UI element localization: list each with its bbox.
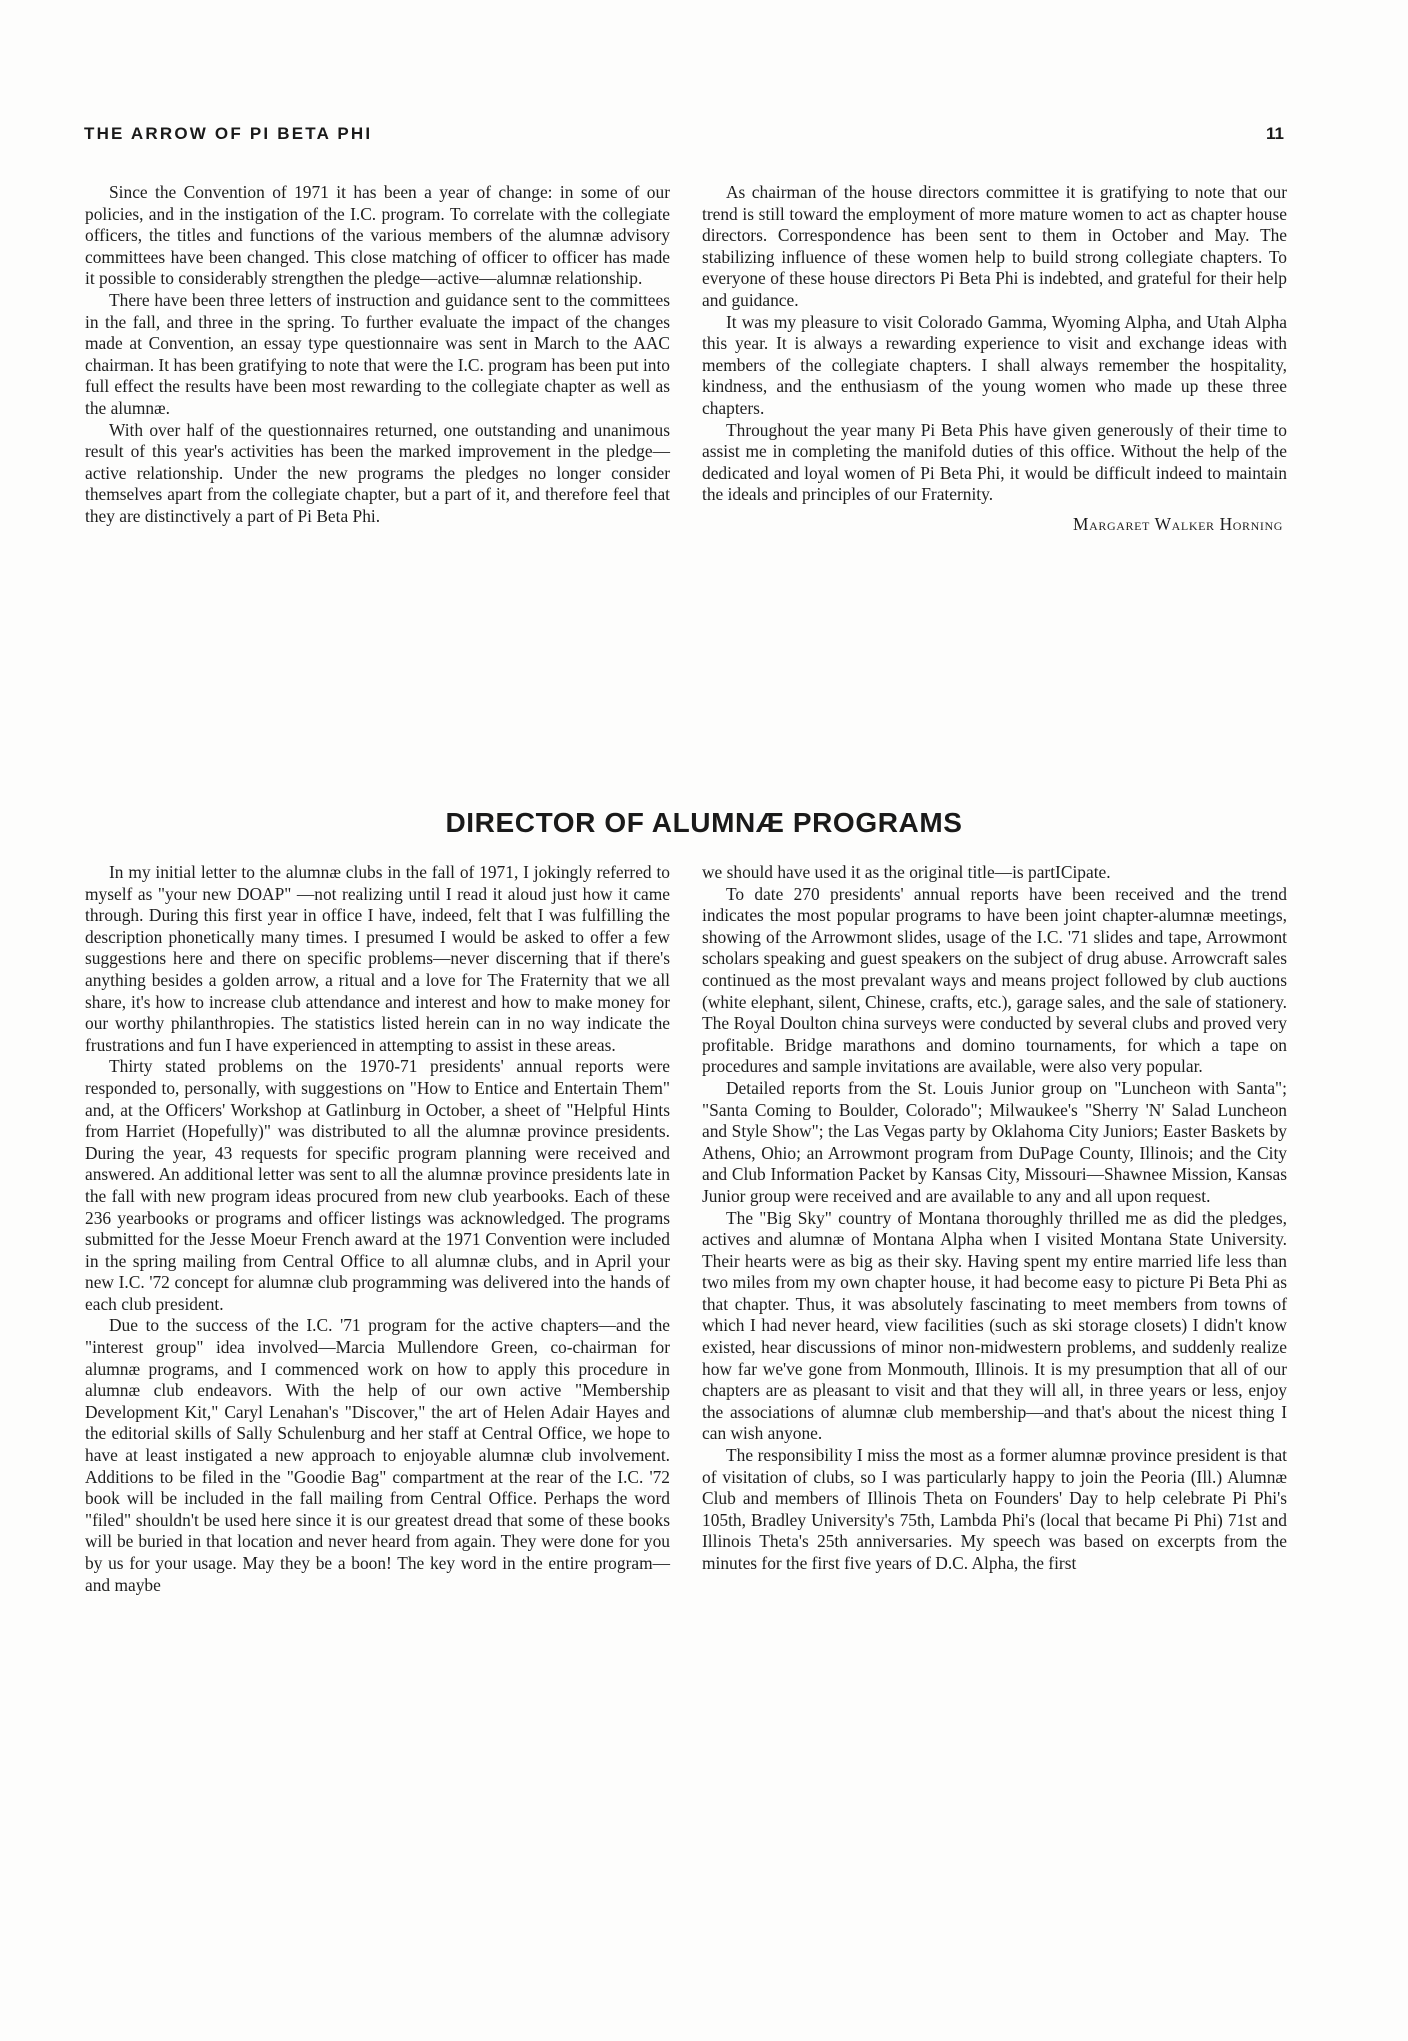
paragraph: To date 270 presidents' annual reports have been received and the trend indicates the most popular programs to have been joint chapter-alumnæ meetings, showing of the Arrowmont slides, usage of the I.C. '71 slides and tape, Arrowmont scholars speaking and guest speakers on the subject of drug abuse. Arrowcraft sales continued as the most prevalant ways and means project followed by club auctions (white elephant, silent, Chinese, crafts, etc.), garage sales, and the sale of stationery. The Royal Doulton china surveys were conducted by several clubs and proved very profitable. Bridge marathons and domino tournaments, for which a tape on procedures and sample invitations are available, were also very popular. xyxy=(702,883,1287,1077)
bottom-left-column xyxy=(85,862,670,1596)
bottom-right-column xyxy=(702,862,1287,1575)
paragraph: With over half of the questionnaires returned, one outstanding and unanimous result of this year's activities has been the marked improvement in the pledge—active relationship. Under the new programs the pledges no longer consider themselves apart from the collegiate chapter, but a part of it, and therefore feel that they are distinctively a part of Pi Beta Phi. xyxy=(85,419,670,526)
paragraph: It was my pleasure to visit Colorado Gamma, Wyoming Alpha, and Utah Alpha this year. It is always a rewarding experience to visit and exchange ideas with members of the collegiate chapters. I shall always remember the hospitality, kindness, and the enthusiasm of the young women who made up these three chapters. xyxy=(702,311,1287,418)
paragraph: Throughout the year many Pi Beta Phis have given generously of their time to assist me in completing the manifold duties of this office. Without the help of the dedicated and loyal women of Pi Beta Phi, it would be difficult indeed to maintain the ideals and principles of our Fraternity. xyxy=(702,419,1287,505)
top-right-column xyxy=(702,182,1287,536)
running-head: THE ARROW OF PI BETA PHI xyxy=(84,124,373,143)
paragraph: As chairman of the house directors committee it is gratifying to note that our trend is still toward the employment of more mature women to act as chapter house directors. Correspondence has been sent to them in October and May. The stabilizing influence of these women help to build strong collegiate chapters. To everyone of these house directors Pi Beta Phi is indebted, and grateful for their help and guidance. xyxy=(702,182,1287,310)
paragraph-continuation: we should have used it as the original title—is partICipate. xyxy=(702,862,1111,882)
author-signature: Margaret Walker Horning xyxy=(1073,513,1283,534)
paragraph: Due to the success of the I.C. '71 program for the active chapters—and the "interest group" idea involved—Marcia Mullendore Green, co-chairman for alumnæ programs, and I commenced work on how to apply this procedure in alumnæ club endeavors. With the help of our own active "Membership Development Kit," Caryl Lenahan's "Discover," the art of Helen Adair Hayes and the editorial skills of Sally Schulenburg and her staff at Central Office, we hope to have at least instigated a new approach to enjoyable alumnæ club involvement. Additions to be filed in the "Goodie Bag" compartment at the rear of the I.C. '72 book will be included in the fall mailing from Central Office. Perhaps the word "filed" shouldn't be used here since it is our greatest dread that some of these books will be buried in that location and never heard from again. They were done for you by us for your usage. May they be a boon! The key word in the entire program—and maybe xyxy=(85,1315,670,1595)
paragraph: The responsibility I miss the most as a former alumnæ province president is that of visitation of clubs, so I was particularly happy to join the Peoria (Ill.) Alumnæ Club and members of Illinois Theta on Founders' Day to help celebrate Pi Phi's 105th, Bradley University's 75th, Lambda Phi's (local that became Pi Phi) 71st and Illinois Theta's 25th anniversaries. My speech was based on excerpts from the minutes for the first five years of D.C. Alpha, the first xyxy=(702,1445,1287,1573)
paragraph: Thirty stated problems on the 1970-71 presidents' annual reports were responded to, personally, with suggestions on "How to Entice and Entertain Them" and, at the Officers' Workshop at Gatlinburg in October, a sheet of "Helpful Hints from Harriet (Hopefully)" was distributed to all the alumnæ province presidents. During the year, 43 requests for specific program planning were received and answered. An additional letter was sent to all the alumnæ province presidents late in the fall with new program ideas procured from new club yearbooks. Each of these 236 yearbooks or programs and officer listings was acknowledged. The programs submitted for the Jesse Moeur French award at the 1971 Convention were included in the spring mailing from Central Office to all alumnæ clubs, and in April your new I.C. '72 concept for alumnæ club programming was delivered into the hands of each club president. xyxy=(85,1056,670,1314)
top-left-column xyxy=(85,182,670,528)
paragraph: Detailed reports from the St. Louis Junior group on "Luncheon with Santa"; "Santa Coming to Boulder, Colorado"; Milwaukee's "Sherry 'N' Salad Luncheon and Style Show"; the Las Vegas party by Oklahoma City Juniors; Easter Baskets by Athens, Ohio; an Arrowmont program from DuPage County, Illinois; and the City and Club Information Packet by Kansas City, Missouri—Shawnee Mission, Kansas Junior group were received and are available to any and all upon request. xyxy=(702,1077,1287,1206)
paragraph: There have been three letters of instruction and guidance sent to the committees in the fall, and three in the spring. To further evaluate the impact of the changes made at Convention, an essay type questionnaire was sent in March to the AAC chairman. It has been gratifying to note that were the I.C. program has been put into full effect the results have been most rewarding to the collegiate chapter as well as the alumnæ. xyxy=(85,289,670,418)
paragraph: The "Big Sky" country of Montana thoroughly thrilled me as did the pledges, actives and alumnæ of Montana Alpha when I visited Montana State University. Their hearts were as big as their sky. Having spent my entire married life less than two miles from my own chapter house, it had become easy to picture Pi Beta Phi as that chapter. Thus, it was absolutely fascinating to meet members from towns of which I had never heard, view facilities (such as ski storage closets) I didn't know existed, hear discussions of minor non-midwestern problems, and suddenly realize how far we've gone from Monmouth, Illinois. It is my presumption that all of our chapters are as pleasant to visit and that they will all, in three years or less, enjoy the associations of alumnæ club membership—and that's about the nicest thing I can wish anyone. xyxy=(702,1207,1287,1444)
section-heading: DIRECTOR OF ALUMNÆ PROGRAMS xyxy=(445,807,963,838)
paragraph: Since the Convention of 1971 it has been a year of change: in some of our policies, and in the instigation of the I.C. program. To correlate with the collegiate officers, the titles and functions of the various members of the alumnæ advisory committees have been changed. This close matching of officer to officer has made it possible to considerably strengthen the pledge—active—alumnæ relationship. xyxy=(85,182,670,289)
paragraph: In my initial letter to the alumnæ clubs in the fall of 1971, I jokingly referred to myself as "your new DOAP" —not realizing until I read it aloud just how it came through. During this first year in office I have, indeed, felt that I was fulfilling the description phonetically many times. I presumed I would be asked to offer a few suggestions here and there on specific problems—never discerning that if there's anything besides a golden arrow, a ritual and a love for The Fraternity that we all share, it's how to increase club attendance and interest and how to make money for our worthy philanthropies. The statistics listed herein can in no way indicate the frustrations and fun I have experienced in attempting to assist in these areas. xyxy=(85,862,670,1055)
page-number: 11 xyxy=(1266,124,1284,143)
